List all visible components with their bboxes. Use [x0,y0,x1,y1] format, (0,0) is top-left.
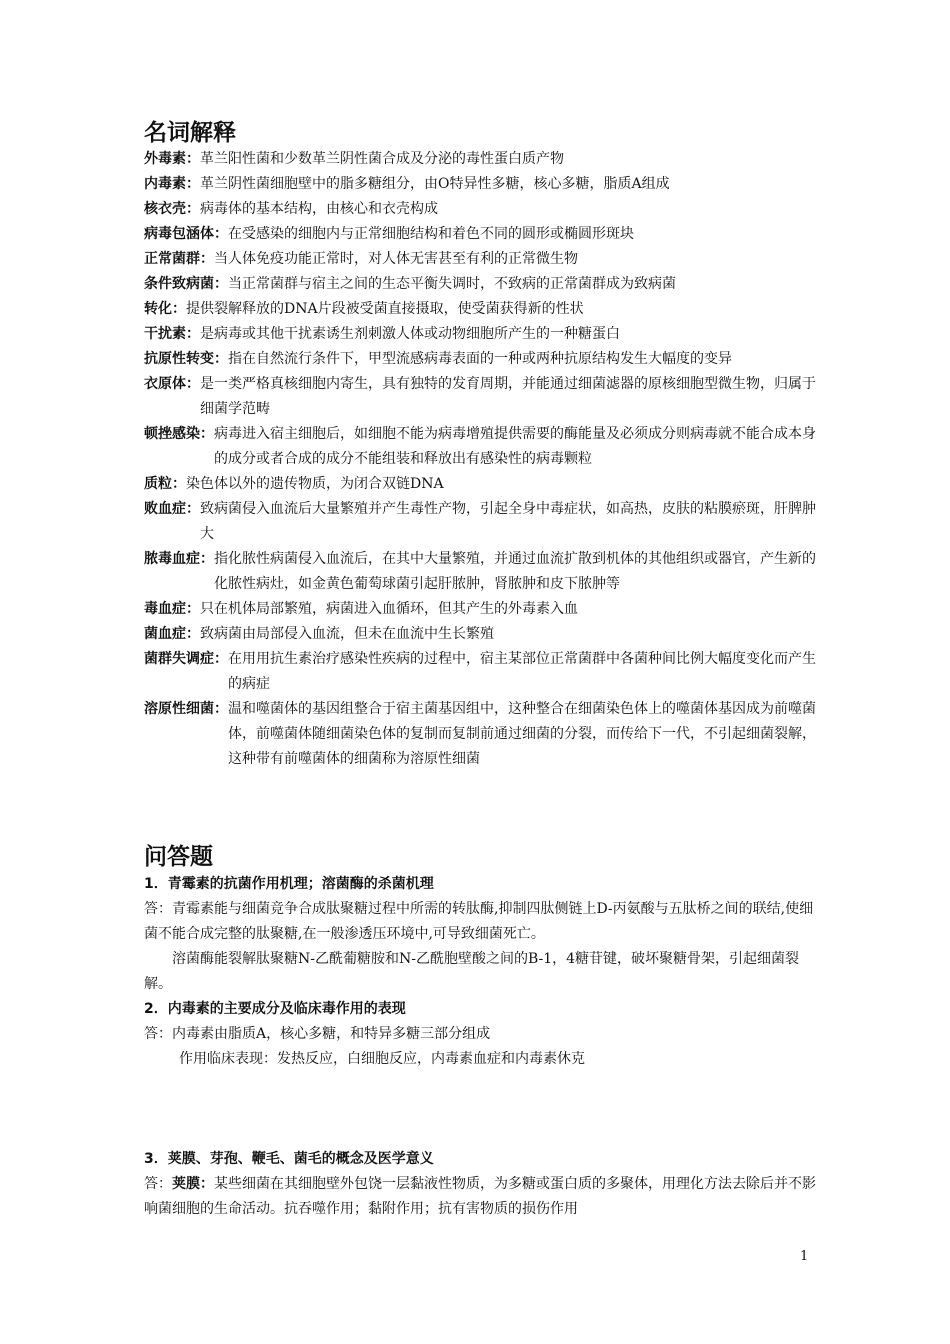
definition-text: 当人体免疫功能正常时，对人体无害甚至有利的正常微生物 [214,251,578,267]
definition-text: 指化脓性病菌侵入血流后，在其中大量繁殖，并通过血流扩散到机体的其他组织或器官，产生新的化脓性病灶，如金黄色葡萄球菌引起肝脓肿，肾脓肿和皮下脓肿等 [214,551,816,592]
definition-text: 革兰阳性菌和少数革兰阴性菌合成及分泌的毒性蛋白质产物 [200,151,564,167]
question-title: 3．荚膜、芽孢、鞭毛、菌毛的概念及医学意义 [144,1151,434,1167]
answer-term: 荚膜： [172,1176,214,1192]
qa-section [144,872,824,1222]
definition-item [144,697,824,772]
definition-item [144,622,824,647]
definition-term: 毒血症： [144,601,200,617]
definition-item [144,472,824,497]
definition-item [144,172,824,197]
page-number: 1 [800,1249,809,1264]
definition-text: 染色体以外的遗传物质，为闭合双链DNA [186,476,444,492]
answer-paragraph: 溶菌酶能裂解肽聚糖N-乙酰葡糖胺和N-乙酰胞壁酸之间的B-1，4糖苷键，破坏聚糖骨架，引起细菌裂解。 [144,951,800,992]
definition-text: 提供裂解释放的DNA片段被受菌直接摄取，使受菌获得新的性状 [186,301,584,317]
definition-item [144,597,824,622]
definition-item [144,347,824,372]
definition-item [144,322,824,347]
definition-term: 内毒素： [144,176,200,192]
answer-text: 某些细菌在其细胞壁外包饶一层黏液性物质，为多糖或蛋白质的多聚体，用理化方法去除后并不影响菌细胞的生命活动。抗吞噬作用；黏附作用；抗有害物质的损伤作用 [144,1176,816,1217]
definition-term: 正常菌群： [144,251,214,267]
definition-text: 革兰阴性菌细胞壁中的脂多糖组分，由O特异性多糖，核心多糖，脂质A组成 [200,176,670,192]
definition-term: 衣原体： [144,376,200,392]
spacer [144,1072,824,1147]
section-title-qa: 问答题 [144,843,213,870]
definition-text: 病毒进入宿主细胞后，如细胞不能为病毒增殖提供需要的酶能量及必须成分则病毒就不能合成本身的成分或者合成的成分不能组装和释放出有感染性的病毒颗粒 [214,426,816,467]
definition-text: 指在自然流行条件下，甲型流感病毒表面的一种或两种抗原结构发生大幅度的变异 [228,351,732,367]
definition-term: 病毒包涵体： [144,226,228,242]
section-title-definitions: 名词解释 [144,119,236,146]
question-title: 1．青霉素的抗菌作用机理；溶菌酶的杀菌机理 [144,876,434,892]
answer-paragraph [144,1172,824,1222]
definition-term: 脓毒血症： [144,551,214,567]
definition-term: 条件致病菌： [144,276,228,292]
definition-term: 核衣壳： [144,201,200,217]
definition-term: 抗原性转变： [144,351,228,367]
definition-item [144,547,824,597]
definition-text: 温和噬菌体的基因组整合于宿主菌基因组中，这种整合在细菌染色体上的噬菌体基因成为前噬菌体，前噬菌体随细菌染色体的复制而复制前通过细菌的分裂，而传给下一代，不引起细菌裂解，这种带有前噬菌体的细菌称为溶原性细菌 [228,701,816,767]
definition-text: 是病毒或其他干扰素诱生剂刺激人体或动物细胞所产生的一种糖蛋白 [200,326,620,342]
answer-paragraph: 作用临床表现：发热反应，白细胞反应，内毒素血症和内毒素休克 [179,1051,585,1067]
definition-text: 致病菌侵入血流后大量繁殖并产生毒性产物，引起全身中毒症状，如高热，皮肤的粘膜瘀斑，肝脾肿大 [200,501,816,542]
definition-text: 病毒体的基本结构，由核心和衣壳构成 [200,201,438,217]
definition-item [144,647,824,697]
definition-term: 败血症： [144,501,200,517]
definition-text: 是一类严格真核细胞内寄生，具有独特的发育周期，并能通过细菌滤器的原核细胞型微生物，归属于细菌学范畴 [200,376,816,417]
definitions-list [144,147,824,772]
definition-item [144,497,824,547]
definition-term: 顿挫感染： [144,426,214,442]
definition-item [144,297,824,322]
definition-item [144,197,824,222]
question-title: 2．内毒素的主要成分及临床毒作用的表现 [144,1001,406,1017]
definition-text: 当正常菌群与宿主之间的生态平衡失调时，不致病的正常菌群成为致病菌 [228,276,676,292]
definition-text: 只在机体局部繁殖，病菌进入血循环，但其产生的外毒素入血 [200,601,578,617]
definition-item [144,222,824,247]
definition-term: 菌群失调症： [144,651,228,667]
definition-term: 质粒： [144,476,186,492]
answer-paragraph: 答：内毒素由脂质A，核心多糖，和特异多糖三部分组成 [144,1026,491,1042]
definition-item [144,272,824,297]
definition-term: 溶原性细菌： [144,701,228,717]
answer-prefix: 答： [144,1176,172,1192]
definition-item [144,422,824,472]
definition-term: 外毒素： [144,151,200,167]
definition-term: 干扰素： [144,326,200,342]
definition-item [144,372,824,422]
definition-text: 在受感染的细胞内与正常细胞结构和着色不同的圆形或椭圆形斑块 [228,226,634,242]
definition-item [144,147,824,172]
definition-term: 菌血症： [144,626,200,642]
definition-term: 转化： [144,301,186,317]
definition-item [144,247,824,272]
answer-paragraph: 答：青霉素能与细菌竞争合成肽聚糖过程中所需的转肽酶,抑制四肽侧链上D-丙氨酸与五肽桥之间的联结,使细菌不能合成完整的肽聚糖,在一般渗透压环境中,可导致细菌死亡。 [144,901,814,942]
definition-text: 在用用抗生素治疗感染性疾病的过程中，宿主某部位正常菌群中各菌种间比例大幅度变化而产生的病症 [228,651,816,692]
definition-text: 致病菌由局部侵入血流，但未在血流中生长繁殖 [200,626,494,642]
